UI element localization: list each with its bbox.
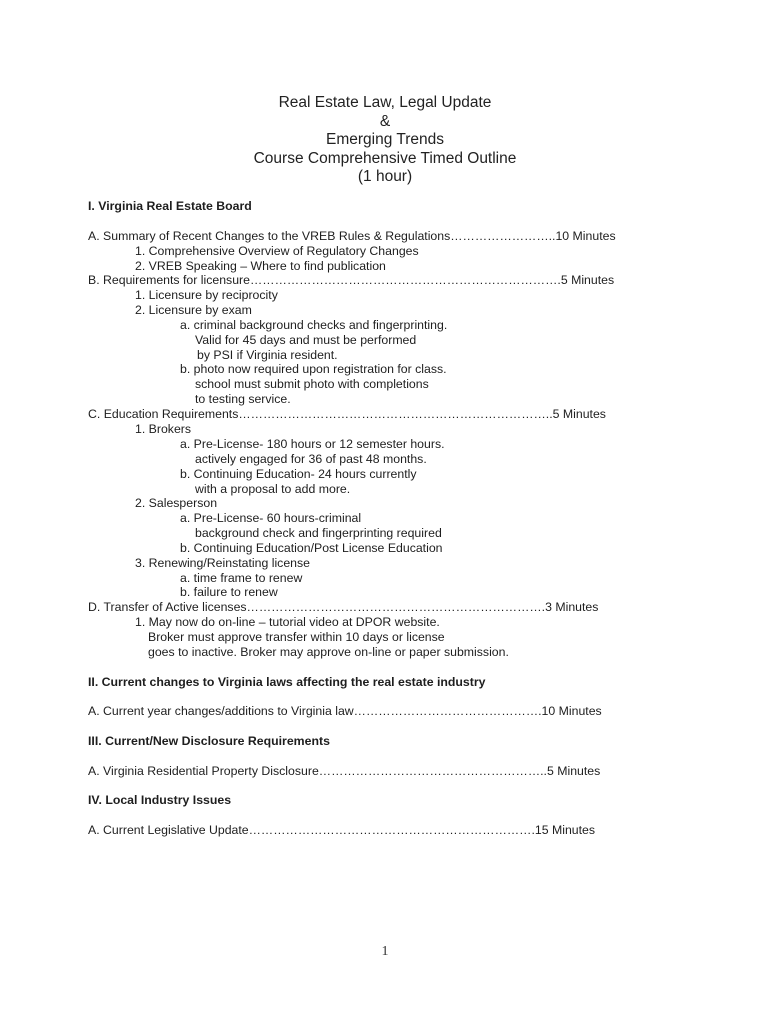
outline-item: b. Continuing Education- 24 hours currently: [180, 467, 417, 481]
title-line: Real Estate Law, Legal Update: [278, 94, 492, 111]
section-heading: III. Current/New Disclosure Requirements: [88, 734, 330, 748]
outline-item: C. Education Requirements…………………………………………………………………..5 Minutes: [88, 407, 606, 421]
outline-item: by PSI if Virginia resident.: [197, 348, 338, 362]
title-line: Course Comprehensive Timed Outline: [253, 149, 517, 167]
outline-item: A. Current Legislative Update…………………………………………………………….15 Minutes: [88, 823, 596, 837]
outline-item: A. Summary of Recent Changes to the VREB Rules & Regulations……………………..10 Minutes: [88, 229, 616, 243]
outline-item: to testing service.: [195, 392, 291, 406]
title-line: (1 hour): [357, 168, 413, 185]
outline-item: A. Current year changes/additions to Virginia law……………………………………….10 Minutes: [88, 704, 602, 718]
outline-item: a. Pre-License- 60 hours-criminal: [180, 511, 362, 525]
outline-item: 1. Comprehensive Overview of Regulatory Changes: [135, 244, 419, 258]
outline-item: 2. VREB Speaking – Where to find publication: [135, 259, 386, 273]
outline-item: Valid for 45 days and must be performed: [195, 333, 417, 347]
outline-item: 1. Licensure by reciprocity: [135, 288, 278, 302]
outline-item: a. time frame to renew: [180, 571, 303, 585]
title-line: Emerging Trends: [325, 131, 445, 148]
outline-item: actively engaged for 36 of past 48 months.: [195, 452, 427, 466]
outline-item: goes to inactive. Broker may approve on-line or paper submission.: [148, 645, 509, 659]
outline-item: 1. Brokers: [135, 422, 192, 436]
outline-item: 2. Licensure by exam: [135, 303, 252, 317]
outline-item: with a proposal to add more.: [195, 482, 351, 496]
outline-item: a. criminal background checks and fingerprinting.: [180, 318, 448, 332]
outline-item: b. Continuing Education/Post License Education: [180, 541, 443, 555]
section-heading: IV. Local Industry Issues: [88, 793, 232, 807]
section-heading: II. Current changes to Virginia laws affecting the real estate industry: [88, 675, 486, 689]
outline-item: 1. May now do on-line – tutorial video at DPOR website.: [135, 615, 440, 629]
outline-item: B. Requirements for licensure………………………………………………………………….5 Minutes: [88, 273, 615, 287]
outline-item: 2. Salesperson: [135, 496, 218, 510]
outline-item: A. Virginia Residential Property Disclosure………………………………………………..5 Minutes: [88, 764, 601, 778]
outline-item: school must submit photo with completions: [195, 377, 429, 391]
outline-item: 3. Renewing/Reinstating license: [135, 556, 310, 570]
outline-item: b. failure to renew: [180, 585, 278, 599]
document-title: [0, 94, 770, 187]
outline-item: background check and fingerprinting required: [195, 526, 442, 540]
section-heading: I. Virginia Real Estate Board: [88, 199, 252, 213]
page-number: 1: [381, 944, 389, 959]
outline-item: Broker must approve transfer within 10 days or license: [148, 630, 445, 644]
outline-item: b. photo now required upon registration for class.: [180, 362, 447, 376]
outline-item: a. Pre-License- 180 hours or 12 semester hours.: [180, 437, 445, 451]
outline-item: D. Transfer of Active licenses……………………………………………………………….3 Minutes: [88, 600, 599, 614]
title-line: &: [379, 112, 391, 130]
